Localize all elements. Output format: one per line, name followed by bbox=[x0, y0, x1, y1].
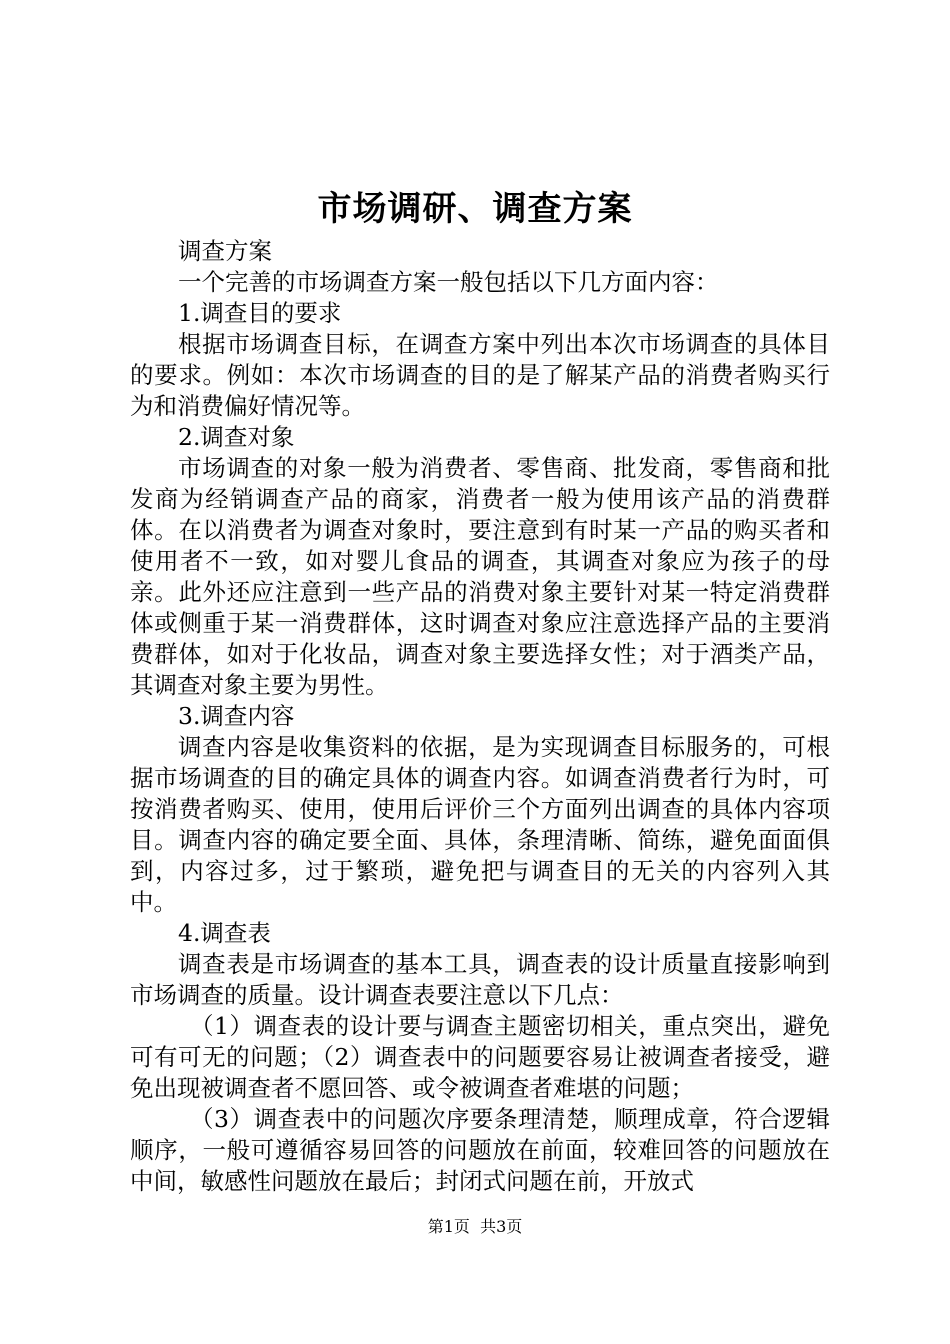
list-paragraph: （3）调查表中的问题次序要条理清楚，顺理成章，符合逻辑顺序，一般可遵循容易回答的问题放在前面，较难回答的问题放在中间，敏感性问题放在最后；封闭式问题在前，开放式 bbox=[130, 1105, 830, 1195]
section-heading: 2.调查对象 bbox=[178, 423, 295, 451]
page-title: 市场调研、调查方案 bbox=[317, 189, 633, 229]
body-paragraph: 市场调查的对象一般为消费者、零售商、批发商，零售商和批发商为经销调查产品的商家，消费者一般为使用该产品的消费群体。在以消费者为调查对象时，要注意到有时某一产品的购买者和使用者不一致，如对婴儿食品的调查，其调查对象应为孩子的母亲。此外还应注意到一些产品的消费对象主要针对某一特定消费群体或侧重于某一消费群体，这时调查对象应注意选择产品的主要消费群体，如对于化妆品，调查对象主要选择女性；对于酒类产品，其调查对象主要为男性。 bbox=[130, 454, 830, 699]
body-paragraph: 调查表是市场调查的基本工具，调查表的设计质量直接影响到市场调查的质量。设计调查表要注意以下几点： bbox=[130, 950, 830, 1009]
body-paragraph: 调查内容是收集资料的依据，是为实现调查目标服务的，可根据市场调查的目的确定具体的调查内容。如调查消费者行为时，可按消费者购买、使用，使用后评价三个方面列出调查的具体内容项目。调查内容的确定要全面、具体，条理清晰、简练，避免面面俱到，内容过多，过于繁琐，避免把与调查目的无关的内容列入其中。 bbox=[130, 733, 830, 916]
list-paragraph: （1）调查表的设计要与调查主题密切相关，重点突出，避免可有可无的问题；（2）调查表中的问题要容易让被调查者接受，避免出现被调查者不愿回答、或令被调查者难堪的问题； bbox=[130, 1012, 830, 1102]
page-footer bbox=[0, 1216, 950, 1238]
section-heading: 4.调查表 bbox=[178, 919, 271, 947]
page-number: 第1页 bbox=[427, 1217, 470, 1236]
section-heading: 调查方案 bbox=[178, 237, 272, 265]
body-paragraph: 根据市场调查目标，在调查方案中列出本次市场调查的具体目的要求。例如：本次市场调查的目的是了解某产品的消费者购买行为和消费偏好情况等。 bbox=[130, 330, 830, 420]
page-total: 共3页 bbox=[480, 1217, 523, 1236]
section-heading: 3.调查内容 bbox=[178, 702, 295, 730]
section-heading: 1.调查目的要求 bbox=[178, 299, 342, 327]
document-body bbox=[130, 236, 830, 1197]
intro-paragraph: 一个完善的市场调查方案一般包括以下几方面内容： bbox=[178, 268, 719, 296]
